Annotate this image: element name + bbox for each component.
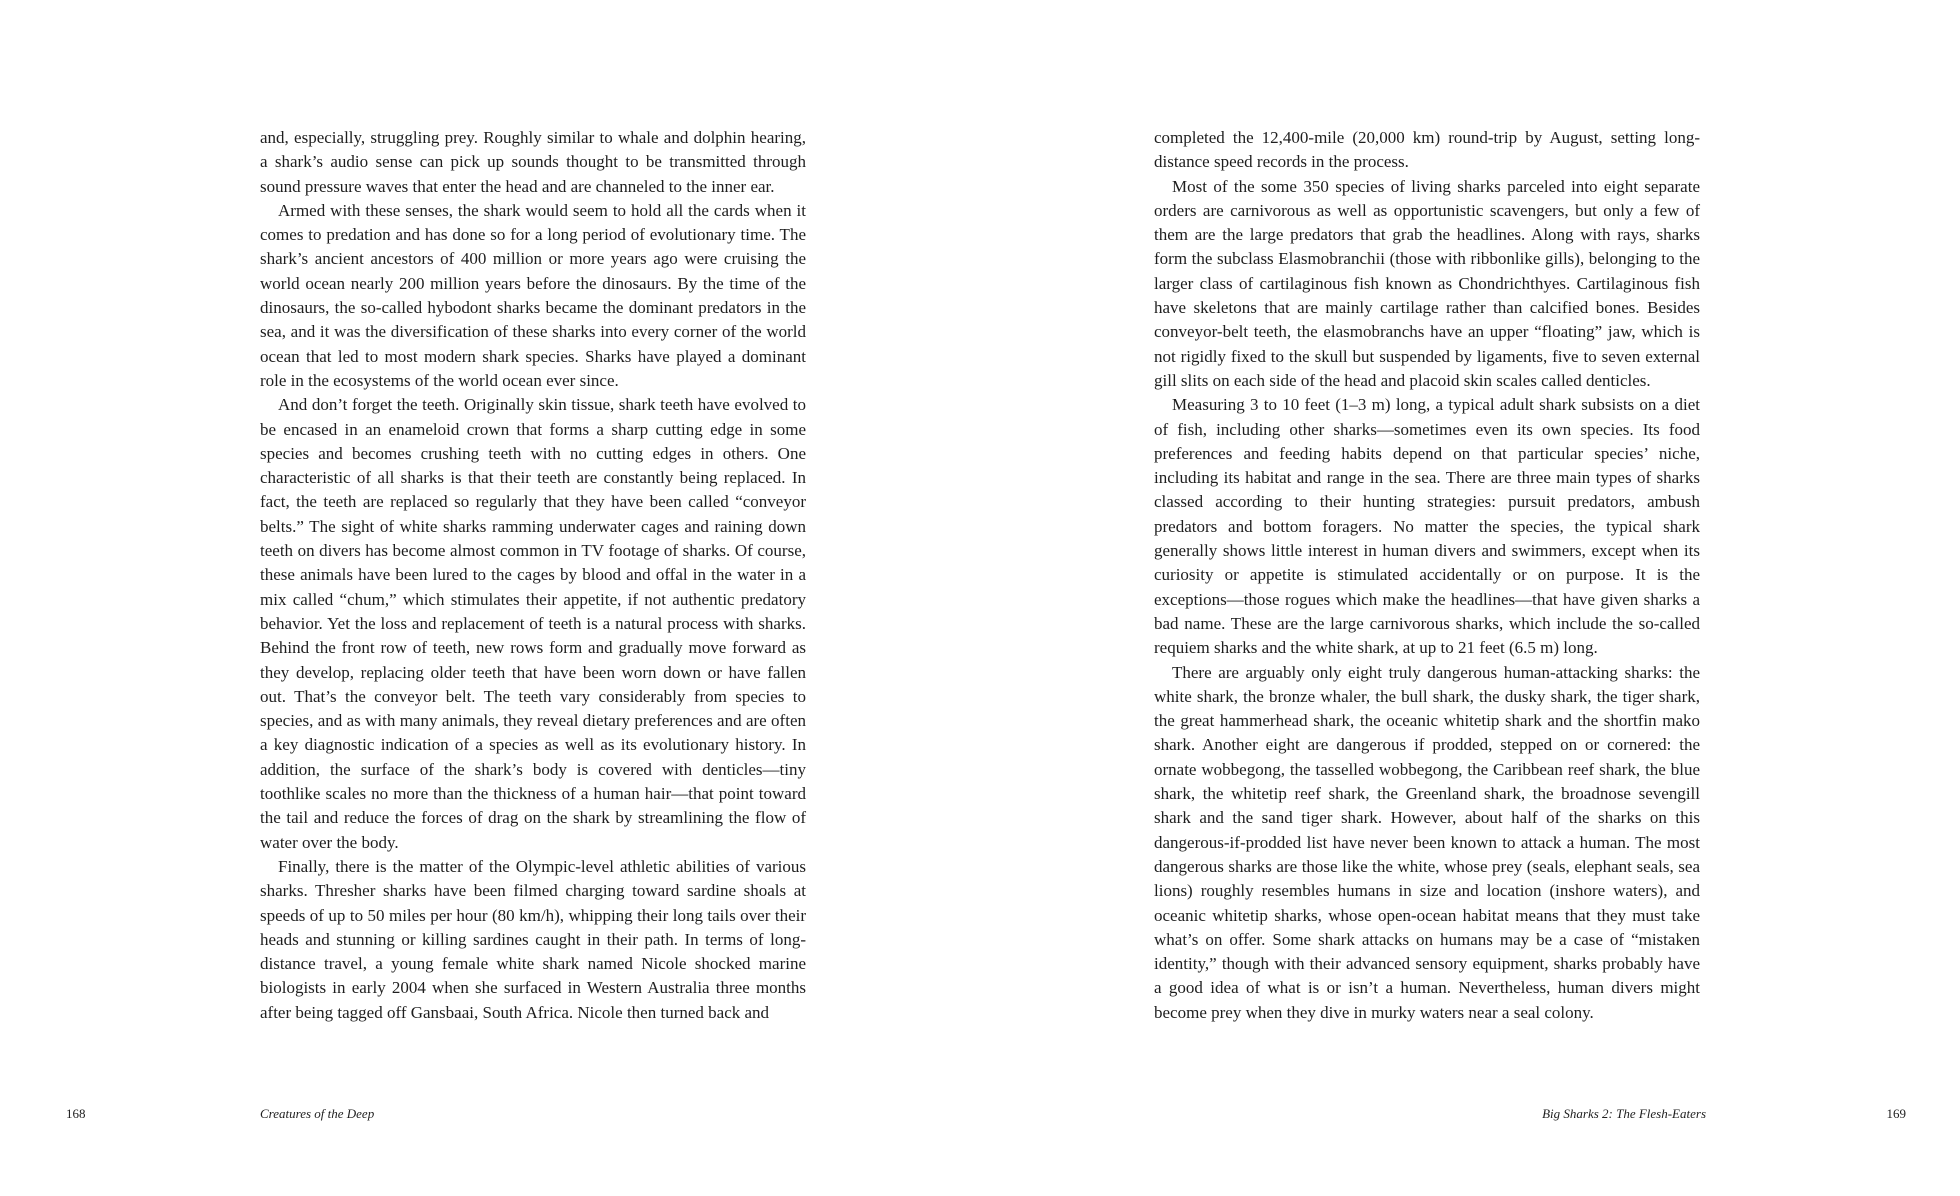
paragraph: completed the 12,400-mile (20,000 km) round-trip by August, setting long-distance speed records in the process.: [1154, 128, 1700, 172]
paragraph: Finally, there is the matter of the Olympic-level athletic abilities of various sharks. Thresher sharks have been filmed charging toward sardine shoals at speeds of up to 50 miles per hour (80 km/h), whipping their long tails over their heads and stunning or killing sardines caught in their path. In terms of long-distance travel, a young female white shark named Nicole shocked marine biologists in early 2004 when she surfaced in Western Australia three months after being tagged off Gansbaai, South Africa. Nicole then turned back and: [260, 856, 806, 1022]
paragraph: And don’t forget the teeth. Originally skin tissue, shark teeth have evolved to be encased in an enameloid crown that forms a sharp cutting edge in some species and becomes crushing teeth with no cutting edges in others. One characteristic of all sharks is that their teeth are constantly being replaced. In fact, the teeth are replaced so regularly that they have been called “conveyor belts.” The sight of white sharks ramming underwater cages and raining down teeth on divers has become almost common in TV footage of sharks. Of course, these animals have been lured to the cages by blood and offal in the water in a mix called “chum,” which stimulates their appetite, if not authentic predatory behavior. Yet the loss and replacement of teeth is a natural process with sharks. Behind the front row of teeth, new rows form and gradually move forward as they develop, replacing older teeth that have been worn down or have fallen out. That’s the conveyor belt. The teeth vary considerably from species to species, and as with many animals, they reveal dietary preferences and are often a key diagnostic indication of a species as well as its evolutionary history. In addition, the surface of the shark’s body is covered with denticles—tiny toothlike scales no more than the thickness of a human hair—that point toward the tail and reduce the forces of drag on the shark by streamlining the flow of water over the body.: [260, 395, 806, 852]
paragraph: Armed with these senses, the shark would seem to hold all the cards when it comes to predation and has done so for a long period of evolutionary time. The shark’s ancient ancestors of 400 million or more years ago were cruising the world ocean nearly 200 million years before the dinosaurs. By the time of the dinosaurs, the so-called hybodont sharks became the dominant predators in the sea, and it was the diversification of these sharks into every corner of the world ocean that led to most modern shark species. Sharks have played a dominant role in the ecosystems of the world ocean ever since.: [260, 200, 806, 390]
paragraph: and, especially, struggling prey. Roughly similar to whale and dolphin hearing, a shark’s audio sense can pick up sounds thought to be transmitted through sound pressure waves that enter the head and are channeled to the inner ear.: [260, 128, 806, 196]
paragraph: There are arguably only eight truly dangerous human-attacking sharks: the white shark, the bronze whaler, the bull shark, the dusky shark, the tiger shark, the great hammerhead shark, the oceanic whitetip shark and the shortfin mako shark. Another eight are dangerous if prodded, stepped on or cornered: the ornate wobbegong, the tasselled wobbegong, the Caribbean reef shark, the blue shark, the whitetip reef shark, the Greenland shark, the broadnose sevengill shark and the sand tiger shark. However, about half of the sharks on this dangerous-if-prodded list have never been known to attack a human. The most dangerous sharks are those like the white, whose prey (seals, elephant seals, sea lions) roughly resembles humans in size and location (inshore waters), and oceanic whitetip sharks, whose open-ocean habitat means that they must take what’s on offer. Some shark attacks on humans may be a case of “mistaken identity,” though with their advanced sensory equipment, sharks probably have a good idea of what is or isn’t a human. Nevertheless, human divers might become prey when they dive in murky waters near a seal colony.: [1154, 662, 1700, 1022]
left-body-text: [260, 126, 806, 1025]
right-body-text: [1154, 126, 1700, 1025]
left-running-head: Creatures of the Deep: [260, 1106, 375, 1121]
left-page-number: 168: [66, 1106, 86, 1121]
paragraph: Measuring 3 to 10 feet (1–3 m) long, a typical adult shark subsists on a diet of fish, including other sharks—sometimes even its own species. Its food preferences and feeding habits depend on that particular species’ niche, including its habitat and range in the sea. There are three main types of sharks classed according to their hunting strategies: pursuit predators, ambush predators and bottom foragers. No matter the species, the typical shark generally shows little interest in human divers and swimmers, except when its curiosity or appetite is stimulated accidentally or on purpose. It is the exceptions—those rogues which make the headlines—that have given sharks a bad name. These are the large carnivorous sharks, which include the so-called requiem sharks and the white shark, at up to 21 feet (6.5 m) long.: [1154, 395, 1700, 658]
right-running-head: Big Sharks 2: The Flesh-Eaters: [1542, 1106, 1706, 1121]
paragraph: Most of the some 350 species of living sharks parceled into eight separate orders are carnivorous as well as opportunistic scavengers, but only a few of them are the large predators that grab the headlines. Along with rays, sharks form the subclass Elasmobranchii (those with ribbonlike gills), belonging to the larger class of cartilaginous fish known as Chondrichthyes. Cartilaginous fish have skeletons that are mainly cartilage rather than calcified bones. Besides conveyor-belt teeth, the elasmobranchs have an upper “floating” jaw, which is not rigidly fixed to the skull but suspended by ligaments, five to seven external gill slits on each side of the head and placoid skin scales called denticles.: [1154, 176, 1700, 390]
right-page: [980, 0, 1960, 1196]
right-page-number: 169: [1886, 1106, 1906, 1121]
